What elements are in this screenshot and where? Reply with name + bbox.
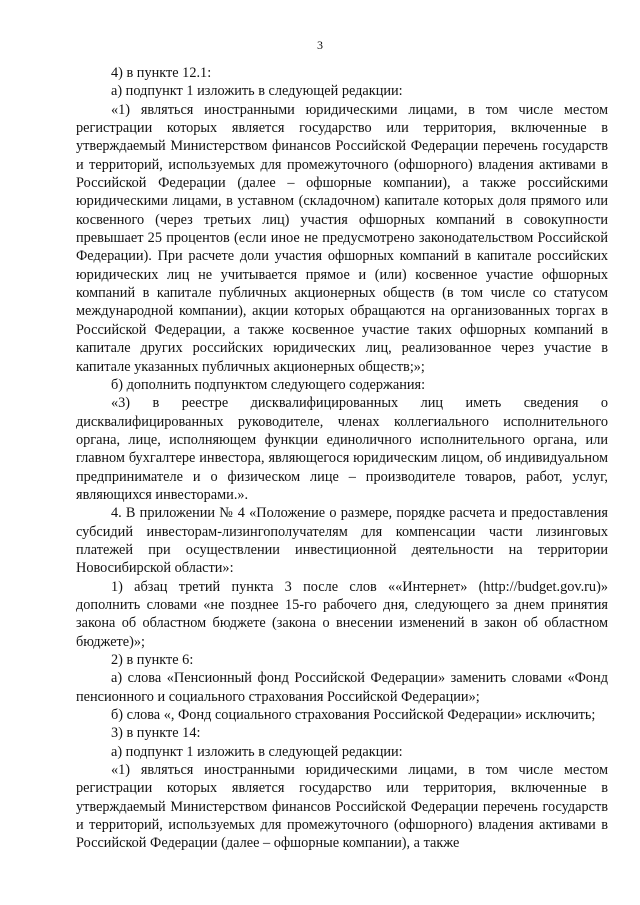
paragraph: б) дополнить подпунктом следующего содержания: <box>111 376 426 393</box>
paragraph: 4) в пункте 12.1: <box>111 65 212 81</box>
paragraph: «3) в реестре дисквалифицированных лиц иметь сведения о дисквалифицированных руководителе, членах коллегиального исполнительного органа, лице, исполняющем функции единоличного исполнительного органа, или главном бухгалтере инвестора, являющегося юридическим лицом, об индивидуальном предпринимателе и о физическом лице – производителе товаров, работ, услуг, являющихся инвесторами.». <box>76 395 608 503</box>
paragraph: а) слова «Пенсионный фонд Российской Федерации» заменить словами «Фонд пенсионного и социального страхования Российской Федерации»; <box>76 670 608 705</box>
paragraph: а) подпункт 1 изложить в следующей редакции: <box>111 743 403 760</box>
paragraph: «1) являться иностранными юридическими лицами, в том числе местом регистрации которых является государство или территория, включенные в утверждаемый Министерством финансов Российской Федерации перечень государств и территорий, используемых для промежуточного (офшорного) владения активами в Российской Федерации (далее – офшорные компании), а также российскими юридическими лицами, в уставном (складочном) капитале которых доля прямого или косвенного (через третьих лиц) участия офшорных компаний в совокупности превышает 25 процентов (если иное не предусмотрено законодательством Российской Федерации). При расчете доли участия офшорных компаний в капитале российских юридических лиц не учитывается прямое и (или) косвенное участие офшорных компаний в капитале публичных акционерных обществ (в том числе со статусом международной компании), акции которых обращаются на организованных торгах в Российской Федерации, а также косвенное участие таких офшорных компаний в капитале других российских юридических лиц, реализованное через участие в капитале указанных публичных акционерных обществ;»; <box>76 101 608 375</box>
paragraph: б) слова «, Фонд социального страхования Российской Федерации» исключить; <box>111 707 596 724</box>
page-number: 3 <box>317 38 323 52</box>
paragraph: 4. В приложении № 4 «Положение о размере, порядке расчета и предоставления субсидий инвесторам-лизингополучателям для компенсации части лизинговых платежей при осуществлении инвестиционной деятельности на территории Новосибирской области»: <box>76 505 608 577</box>
paragraph: а) подпункт 1 изложить в следующей редакции: <box>111 83 403 100</box>
paragraph: 3) в пункте 14: <box>111 725 201 742</box>
paragraph: 2) в пункте 6: <box>111 652 194 668</box>
paragraph: «1) являться иностранными юридическими лицами, в том числе местом регистрации которых является государство или территория, включенные в утверждаемый Министерством финансов Российской Федерации перечень государств и территорий, используемых для промежуточного (офшорного) владения активами в Российской Федерации (далее – офшорные компании), а также <box>76 762 608 852</box>
paragraph: 1) абзац третий пункта 3 после слов ««Интернет» (http://budget.gov.ru)» дополнить словами «не позднее 15-го рабочего дня, следующего за днем принятия закона об областном бюджете (закона о внесении изменений в закон об областном бюджете)»; <box>76 578 608 650</box>
document-body <box>76 64 608 853</box>
